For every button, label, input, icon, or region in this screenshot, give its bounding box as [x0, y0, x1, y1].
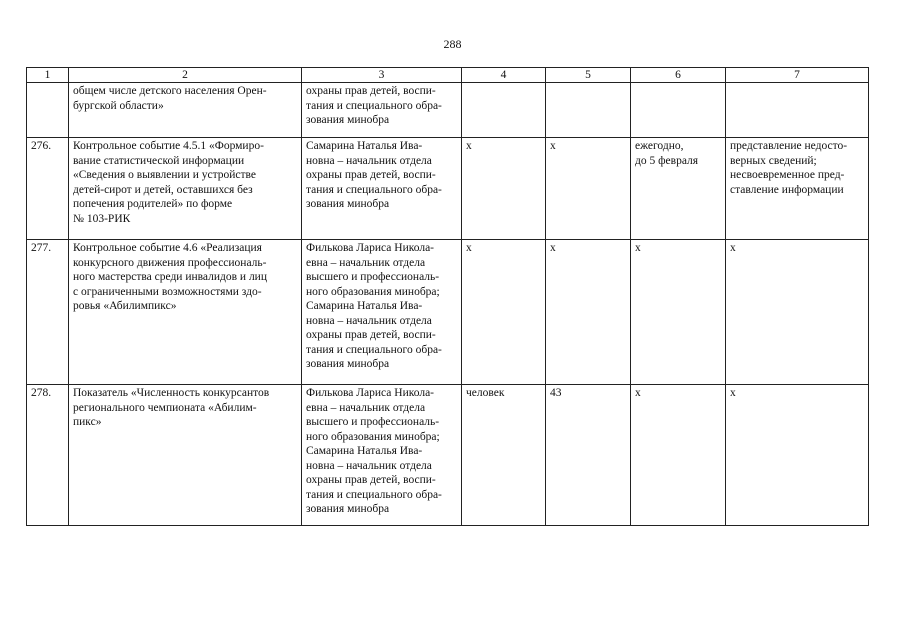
risk: представление недосто- верных сведений; несвоевременное пред- ставление информации	[726, 138, 869, 240]
row-number	[27, 83, 69, 138]
column-header-5: 5	[546, 68, 631, 83]
table-row	[27, 240, 869, 385]
column-header-3: 3	[302, 68, 462, 83]
page-number: 288	[443, 37, 462, 51]
column-header-6: 6	[631, 68, 726, 83]
responsible-person: Самарина Наталья Ива- новна – начальник отдела охраны прав детей, воспи- тания и специального обра- зования минобра	[302, 138, 462, 240]
event-name: общем числе детского населения Орен- бургской области»	[69, 83, 302, 138]
unit	[462, 83, 546, 138]
risk: х	[726, 240, 869, 385]
table-row	[27, 83, 869, 138]
row-number: 277.	[27, 240, 69, 385]
value: х	[546, 240, 631, 385]
event-name: Контрольное событие 4.5.1 «Формиро- вание статистической информации «Сведения о выявлении и устройстве детей-сирот и детей, оставшихся без попечения родителей» по форме № 103-РИК	[69, 138, 302, 240]
column-header-4: 4	[462, 68, 546, 83]
event-name: Контрольное событие 4.6 «Реализация конкурсного движения профессиональ- ного мастерства среди инвалидов и лиц с ограниченными возможностями здо- ровья «Абилимпикс»	[69, 240, 302, 385]
deadline: х	[631, 240, 726, 385]
row-number: 276.	[27, 138, 69, 240]
deadline	[631, 83, 726, 138]
column-header-7: 7	[726, 68, 869, 83]
value	[546, 83, 631, 138]
unit: человек	[462, 385, 546, 526]
header-row	[27, 68, 869, 83]
unit: х	[462, 138, 546, 240]
deadline: ежегодно, до 5 февраля	[631, 138, 726, 240]
responsible-person: охраны прав детей, воспи- тания и специального обра- зования минобра	[302, 83, 462, 138]
responsible-person: Филькова Лариса Никола- евна – начальник отдела высшего и профессиональ- ного образования минобра; Самарина Наталья Ива- новна – начальник отдела охраны прав детей, воспи- тания и специального обра- зования минобра	[302, 240, 462, 385]
risk: х	[726, 385, 869, 526]
unit: х	[462, 240, 546, 385]
column-header-2: 2	[69, 68, 302, 83]
value: х	[546, 138, 631, 240]
plan-table	[26, 67, 869, 526]
table-row	[27, 138, 869, 240]
column-header-1: 1	[27, 68, 69, 83]
deadline: х	[631, 385, 726, 526]
event-name: Показатель «Численность конкурсантов регионального чемпионата «Абилим- пикс»	[69, 385, 302, 526]
row-number: 278.	[27, 385, 69, 526]
value: 43	[546, 385, 631, 526]
risk	[726, 83, 869, 138]
table-row	[27, 385, 869, 526]
responsible-person: Филькова Лариса Никола- евна – начальник отдела высшего и профессиональ- ного образования минобра; Самарина Наталья Ива- новна – начальник отдела охраны прав детей, воспи- тания и специального обра- зования минобра	[302, 385, 462, 526]
